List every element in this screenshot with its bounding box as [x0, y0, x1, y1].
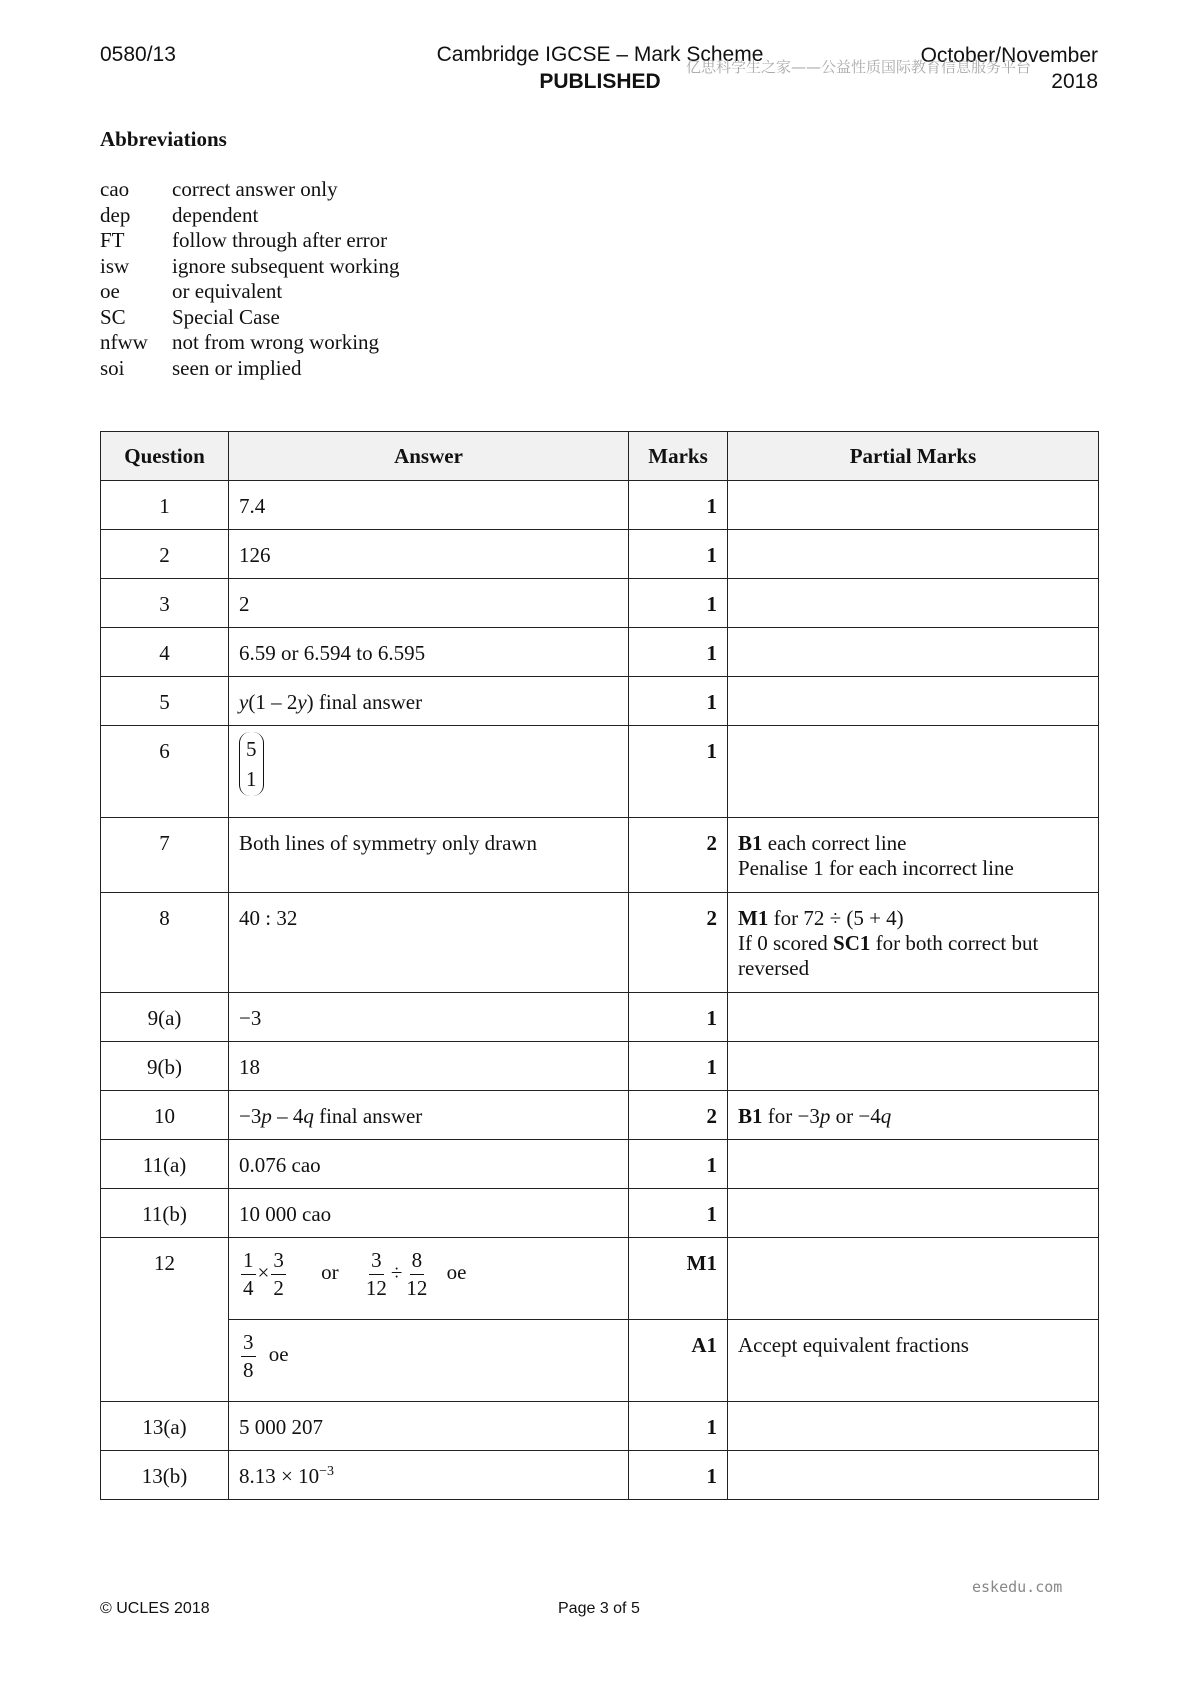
abbreviation-meaning: Special Case: [172, 304, 280, 329]
abbreviation-item: [100, 356, 399, 382]
table-row: [101, 1189, 1099, 1238]
partial-text: for −3: [762, 1104, 820, 1128]
partial-text: for 72 ÷ (5 + 4): [768, 906, 904, 930]
fraction: [364, 1250, 389, 1299]
abbreviation-meaning: follow through after error: [172, 228, 388, 252]
math-variable: p: [819, 1104, 831, 1128]
answer-cell: −3: [229, 993, 629, 1042]
table-row: [101, 893, 1099, 993]
paper-code: 0580/13: [100, 43, 176, 66]
answer-cell: 126: [229, 530, 629, 579]
partial-text: Penalise 1 for each incorrect line: [738, 856, 1014, 880]
numerator: 1: [241, 1250, 256, 1275]
denominator: 2: [273, 1276, 284, 1300]
marks-cell: 2: [629, 893, 728, 993]
answer-cell: 2: [229, 579, 629, 628]
abbreviation-item: [100, 279, 399, 305]
marks-cell: 1: [629, 481, 728, 530]
answer-cell: [229, 1238, 629, 1320]
answer-cell: 0.076 cao: [229, 1140, 629, 1189]
table-row: [101, 579, 1099, 628]
partial-marks-cell: [728, 677, 1099, 726]
abbreviation-key: FT: [100, 228, 125, 252]
question-cell: 10: [101, 1091, 229, 1140]
header-question: Question: [101, 432, 229, 481]
abbreviation-key: nfww: [100, 330, 148, 354]
partial-marks-cell: [728, 726, 1099, 818]
answer-cell: 5 000 207: [229, 1402, 629, 1451]
numerator: 8: [410, 1250, 425, 1275]
answer-cell: 40 : 32: [229, 893, 629, 993]
denominator: 8: [243, 1358, 254, 1382]
fraction: [241, 1332, 256, 1381]
marks-cell: 1: [629, 1042, 728, 1091]
abbreviation-item: [100, 203, 399, 229]
marks-cell: 1: [629, 993, 728, 1042]
partial-marks-cell: [728, 1238, 1099, 1320]
math-variable: y: [239, 690, 249, 714]
table-row: [101, 1320, 1099, 1402]
fraction: [271, 1250, 286, 1299]
answer-text: final answer: [313, 1104, 423, 1128]
question-cell: 6: [101, 726, 229, 818]
marks-cell: 1: [629, 1402, 728, 1451]
answer-text: 8.13 × 10: [239, 1464, 320, 1488]
table-header-row: [101, 432, 1099, 481]
answer-cell: Both lines of symmetry only drawn: [229, 818, 629, 893]
marks-cell: 2: [629, 818, 728, 893]
table-row: [101, 1091, 1099, 1140]
header-partial-marks: Partial Marks: [728, 432, 1099, 481]
abbreviation-key: soi: [100, 355, 125, 380]
abbreviation-item: [100, 330, 399, 356]
abbreviation-key: SC: [100, 304, 126, 329]
question-cell: 5: [101, 677, 229, 726]
site-watermark: eskedu.com: [972, 1578, 1063, 1596]
abbreviation-meaning: correct answer only: [172, 177, 338, 201]
table-row: [101, 530, 1099, 579]
abbreviation-key: isw: [100, 253, 130, 278]
table-row: [101, 628, 1099, 677]
partial-marks-cell: Accept equivalent fractions: [728, 1320, 1099, 1402]
marks-cell: 1: [629, 1451, 728, 1500]
abbreviation-key: cao: [100, 177, 130, 201]
answer-text: ) final answer: [306, 690, 423, 714]
header-answer: Answer: [229, 432, 629, 481]
vector-bottom: 1: [246, 767, 257, 791]
table-row: [101, 1238, 1099, 1320]
answer-text: – 4: [271, 1104, 304, 1128]
answer-cell: [229, 677, 629, 726]
marks-cell: 1: [629, 1189, 728, 1238]
operator: ÷: [390, 1260, 403, 1285]
answer-cell: 18: [229, 1042, 629, 1091]
question-cell: 7: [101, 818, 229, 893]
copyright: © UCLES 2018: [100, 1600, 210, 1617]
answer-text: (1 – 2: [248, 690, 298, 714]
abbreviation-item: [100, 305, 399, 331]
abbreviation-item: [100, 177, 399, 203]
numerator: 3: [369, 1250, 384, 1275]
abbreviations-list: [100, 177, 399, 381]
numerator: 3: [241, 1332, 256, 1357]
denominator: 12: [365, 1276, 387, 1300]
answer-text: −3: [239, 1104, 262, 1128]
marks-cell: M1: [629, 1238, 728, 1320]
abbreviation-key: dep: [100, 202, 131, 227]
answer-cell: [229, 726, 629, 818]
math-variable: q: [303, 1104, 314, 1128]
table-row: [101, 1042, 1099, 1091]
partial-marks-cell: [728, 1189, 1099, 1238]
question-cell: 9(a): [101, 993, 229, 1042]
abbreviations-title: Abbreviations: [100, 127, 227, 151]
table-row: [101, 677, 1099, 726]
partial-marks-cell: [728, 1451, 1099, 1500]
question-cell: 1: [101, 481, 229, 530]
answer-cell: 10 000 cao: [229, 1189, 629, 1238]
question-cell: 12: [101, 1238, 229, 1402]
answer-cell: [229, 1091, 629, 1140]
answer-text: or: [321, 1260, 339, 1285]
denominator: 4: [243, 1276, 254, 1300]
abbreviation-item: [100, 228, 399, 254]
question-cell: 2: [101, 530, 229, 579]
marks-cell: 1: [629, 628, 728, 677]
session-year: 2018: [1051, 70, 1098, 93]
partial-marks-cell: [728, 1140, 1099, 1189]
published-label: PUBLISHED: [539, 70, 661, 93]
partial-text: for both correct but reversed: [738, 931, 1039, 980]
partial-marks-cell: [728, 1402, 1099, 1451]
question-cell: 9(b): [101, 1042, 229, 1091]
question-cell: 4: [101, 628, 229, 677]
partial-marks-cell: [728, 818, 1099, 893]
abbreviation-meaning: not from wrong working: [172, 330, 380, 354]
table-row: [101, 1402, 1099, 1451]
answer-text: oe: [268, 1342, 289, 1367]
question-cell: 3: [101, 579, 229, 628]
table-row: [101, 726, 1099, 818]
mark-code: B1: [738, 1104, 763, 1128]
exponent: −3: [319, 1464, 334, 1479]
mark-scheme-table: [100, 431, 1099, 1500]
mark-code: M1: [738, 906, 769, 930]
operator: ×: [257, 1260, 270, 1285]
marks-cell: 1: [629, 677, 728, 726]
question-cell: 13(a): [101, 1402, 229, 1451]
abbreviation-meaning: or equivalent: [172, 279, 283, 303]
partial-text: each correct line: [762, 831, 907, 855]
answer-cell: 6.59 or 6.594 to 6.595: [229, 628, 629, 677]
session-label: October/November: [920, 44, 1098, 67]
page-number: Page 3 of 5: [558, 1600, 640, 1617]
header-marks: Marks: [629, 432, 728, 481]
partial-marks-cell: [728, 1091, 1099, 1140]
document-title: Cambridge IGCSE – Mark Scheme: [436, 43, 764, 66]
watermark-text: 亿思科学生之家——公益性质国际教育信息服务平台: [686, 58, 1032, 76]
partial-marks-cell: [728, 579, 1099, 628]
abbreviation-item: [100, 254, 399, 280]
partial-marks-cell: [728, 530, 1099, 579]
question-cell: 11(a): [101, 1140, 229, 1189]
answer-cell: 7.4: [229, 481, 629, 530]
answer-text: oe: [446, 1260, 467, 1285]
marks-cell: 2: [629, 1091, 728, 1140]
table-row: [101, 481, 1099, 530]
fraction: [241, 1250, 256, 1299]
partial-marks-cell: [728, 1042, 1099, 1091]
table-row: [101, 1140, 1099, 1189]
column-vector: [239, 732, 264, 796]
marks-cell: 1: [629, 579, 728, 628]
numerator: 3: [271, 1250, 286, 1275]
question-cell: 8: [101, 893, 229, 993]
table-row: [101, 993, 1099, 1042]
marks-cell: A1: [629, 1320, 728, 1402]
marks-cell: 1: [629, 1140, 728, 1189]
partial-marks-cell: [728, 481, 1099, 530]
table-row: [101, 1451, 1099, 1500]
mark-code: SC1: [833, 931, 871, 955]
abbreviation-meaning: dependent: [172, 202, 259, 227]
marks-cell: 1: [629, 726, 728, 818]
partial-text: or −4: [830, 1104, 881, 1128]
math-variable: y: [297, 690, 307, 714]
math-variable: q: [880, 1104, 892, 1128]
abbreviation-meaning: ignore subsequent working: [172, 253, 400, 278]
partial-text: If 0 scored: [738, 931, 834, 955]
partial-marks-cell: [728, 893, 1099, 993]
partial-marks-cell: [728, 993, 1099, 1042]
fraction: [404, 1250, 429, 1299]
marks-cell: 1: [629, 530, 728, 579]
answer-cell: [229, 1320, 629, 1402]
math-variable: p: [261, 1104, 272, 1128]
answer-cell: [229, 1451, 629, 1500]
abbreviation-key: oe: [100, 279, 120, 303]
question-cell: 11(b): [101, 1189, 229, 1238]
table-row: [101, 818, 1099, 893]
question-cell: 13(b): [101, 1451, 229, 1500]
partial-marks-cell: [728, 628, 1099, 677]
mark-code: B1: [738, 831, 763, 855]
vector-top: 5: [246, 737, 257, 761]
abbreviation-meaning: seen or implied: [172, 355, 302, 380]
denominator: 12: [406, 1276, 428, 1300]
